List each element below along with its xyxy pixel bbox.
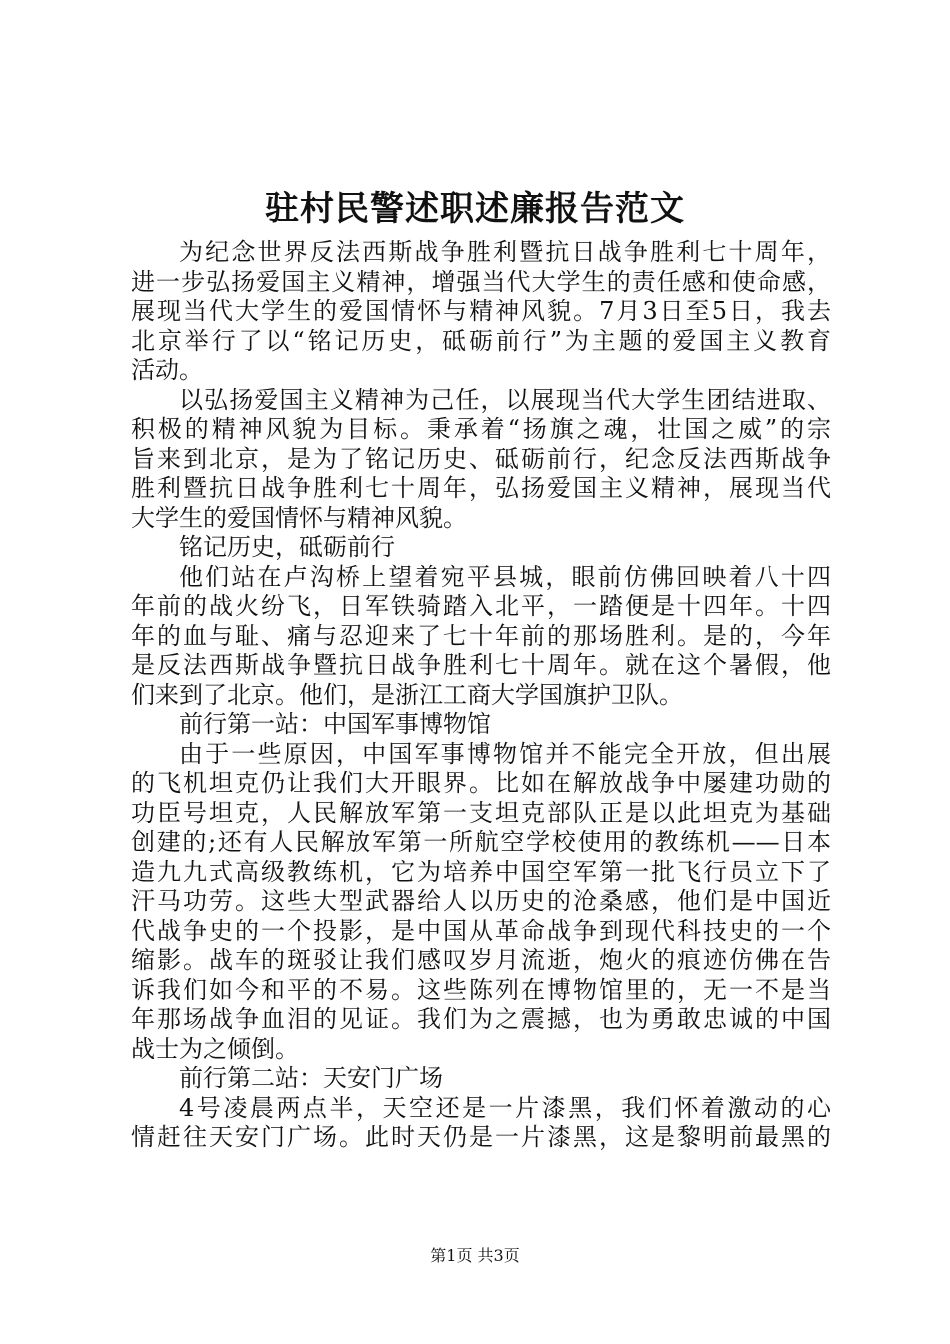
text-line: 以弘扬爱国主义精神为己任，以展现当代大学生团结进取、	[179, 385, 831, 414]
section-heading	[131, 533, 831, 563]
text-line: 造九九式高级教练机，它为培养中国空军第一批飞行员立下了	[131, 857, 831, 886]
body-paragraph	[131, 1094, 831, 1153]
text-line: 的飞机坦克仍让我们大开眼界。比如在解放战争中屡建功勋的	[131, 769, 831, 797]
body-paragraph	[131, 238, 831, 386]
page-footer: 第1页 共3页	[430, 1246, 520, 1265]
text-line: 是反法西斯战争暨抗日战争胜利七十周年。就在这个暑假，他	[131, 651, 831, 679]
text-line: 代战争史的一个投影，是中国从革命战争到现代科技史的一个	[131, 916, 831, 945]
text-line: 他们站在卢沟桥上望着宛平县城，眼前仿佛回映着八十四	[179, 562, 831, 591]
text-line: 前行第一站：中国军事博物馆	[179, 710, 491, 738]
text-line: 大学生的爱国情怀与精神风貌。	[131, 503, 467, 532]
text-line: 活动。	[131, 356, 203, 384]
text-line: 北京举行了以“铭记历史，砥砺前行”为主题的爱国主义教育	[131, 326, 831, 355]
text-line: 创建的;还有人民解放军第一所航空学校使用的教练机——日本	[131, 828, 831, 856]
text-line: 积极的精神风貌为目标。秉承着“扬旗之魂，壮国之威”的宗	[131, 415, 831, 443]
body-paragraph	[131, 740, 831, 1065]
text-line: 胜利暨抗日战争胜利七十周年，弘扬爱国主义精神，展现当代	[131, 474, 831, 502]
text-line: 们来到了北京。他们，是浙江工商大学国旗护卫队。	[131, 680, 683, 709]
body-paragraph	[131, 563, 831, 711]
text-line: 进一步弘扬爱国主义精神，增强当代大学生的责任感和使命感，	[131, 267, 831, 296]
text-line: 年前的战火纷飞，日军铁骑踏入北平，一踏便是十四年。十四	[131, 592, 831, 620]
text-line: 情赶往天安门广场。此时天仍是一片漆黑，这是黎明前最黑的	[131, 1123, 831, 1151]
text-line: 年那场战争血泪的见证。我们为之震撼，也为勇敢忠诚的中国	[131, 1005, 831, 1033]
text-line: 诉我们如今和平的不易。这些陈列在博物馆里的，无一不是当	[131, 975, 831, 1004]
document-body	[131, 238, 831, 1153]
text-line: 旨来到北京，是为了铭记历史、砥砺前行，纪念反法西斯战争	[131, 444, 831, 473]
text-line: 汗马功劳。这些大型武器给人以历史的沧桑感，他们是中国近	[131, 887, 831, 915]
text-line: 前行第二站：天安门广场	[179, 1064, 443, 1092]
body-paragraph	[131, 386, 831, 534]
text-line: 铭记历史，砥砺前行	[179, 533, 395, 561]
section-heading	[131, 1064, 831, 1094]
text-line: 缩影。战车的斑驳让我们感叹岁月流逝，炮火的痕迹仿佛在告	[131, 946, 831, 974]
text-line: 4号凌晨两点半，天空还是一片漆黑，我们怀着激动的心	[179, 1093, 831, 1122]
text-line: 由于一些原因，中国军事博物馆并不能完全开放，但出展	[179, 739, 831, 768]
text-line: 年的血与耻、痛与忍迎来了七十年前的那场胜利。是的，今年	[131, 621, 831, 650]
document-title: 驻村民警述职述廉报告范文	[265, 189, 685, 229]
text-line: 战士为之倾倒。	[131, 1034, 299, 1063]
text-line: 功臣号坦克，人民解放军第一支坦克部队正是以此坦克为基础	[131, 798, 831, 827]
text-line: 为纪念世界反法西斯战争胜利暨抗日战争胜利七十周年，	[179, 238, 831, 266]
section-heading	[131, 710, 831, 740]
text-line: 展现当代大学生的爱国情怀与精神风貌。7月3日至5日，我去	[131, 297, 831, 325]
